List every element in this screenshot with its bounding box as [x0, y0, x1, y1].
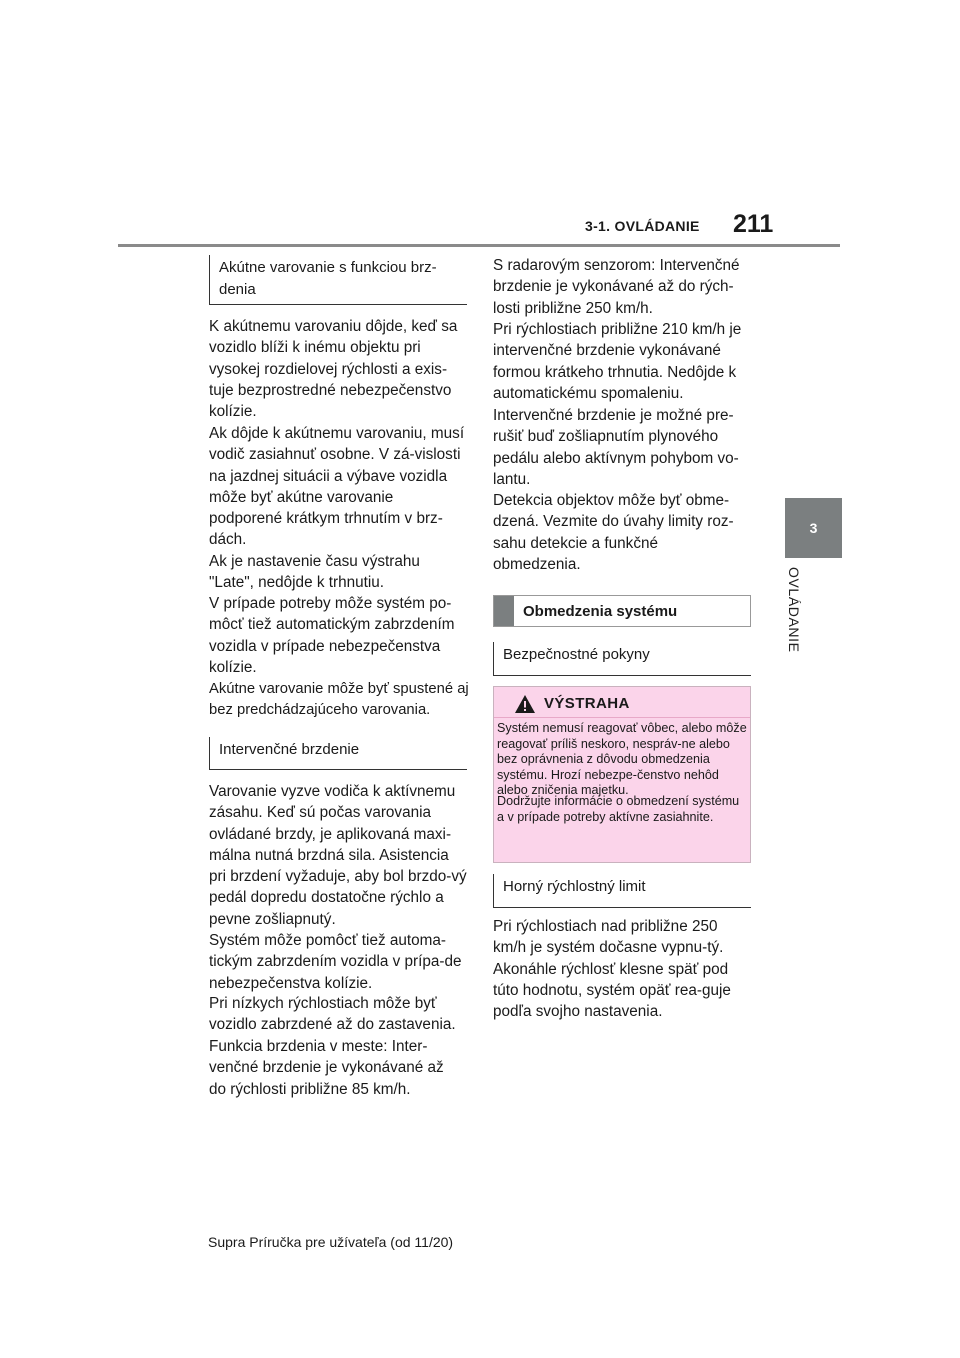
chapter-number: 3 [809, 520, 818, 536]
warning-header [494, 693, 750, 715]
warning-divider [494, 717, 750, 718]
subheading-text: Bezpečnostné pokyny [503, 646, 650, 663]
paragraph: Ak je nastavenie času výstrahu "Late", nedôjde k trhnutiu. [209, 553, 420, 592]
subheading-safety-notes [493, 642, 751, 676]
section-title-bar [493, 595, 751, 627]
paragraph: Detekcia objektov môže byť obme-dzená. Vezmite do úvahy limity roz-sahu detekcie a funkčné obmedzenia. [493, 492, 734, 573]
subheading-text: Intervenčné brzdenie [219, 741, 360, 758]
section-marker [494, 596, 514, 626]
paragraph: Ak dôjde k akútnemu varovaniu, musí vodič zasiahnuť osobne. V zá-vislosti na jazdnej situácii a výbave vozidla môže byť akútne varovanie podporené krátkym trhnutím v brz-dách. [209, 425, 465, 549]
subheading-acute-warning [209, 255, 467, 305]
warning-title: VÝSTRAHA [544, 695, 630, 712]
paragraph: Systém môže pomôcť tiež automa-tickým zabrzdením vozidla v prípa-de nebezpečenstva kolízie. [209, 932, 462, 992]
warning-triangle-icon [514, 694, 536, 714]
section-title: Obmedzenia systému [523, 602, 678, 620]
paragraph: Pri rýchlostiach nad približne 250 km/h je systém dočasne vypnu-tý. Akonáhle rýchlosť klesne späť pod túto hodnotu, systém opäť rea-guje podľa svojho nastavenia. [493, 918, 731, 1021]
subheading-text: Akútne varovanie s funkciou brz-denia [219, 259, 437, 298]
paragraph: Funkcia brzdenia v meste: Inter-venčné brzdenie je vykonávané až do rýchlosti približne 85 km/h. [209, 1038, 444, 1098]
paragraph: Pri rýchlostiach približne 210 km/h je intervenčné brzdenie vykonávané formou krátkeho trhnutia. Nedôjde k automatickému spomaleniu. [493, 321, 742, 402]
warning-box [493, 686, 751, 863]
subheading-text: Horný rýchlostný limit [503, 878, 646, 895]
subheading-upper-speed-limit [493, 874, 751, 908]
section-header: 3-1. OVLÁDANIE [585, 218, 700, 234]
chapter-label: OVLÁDANIE [786, 567, 802, 653]
paragraph: S radarovým senzorom: Intervenčné brzdenie je vykonávané až do rých-losti približne 250 km/h. [493, 257, 740, 317]
subheading-intervention-braking [209, 737, 467, 770]
paragraph: Varovanie vyzve vodiča k aktívnemu zásahu. Keď sú počas varovania ovládané brzdy, je aplikovaná maxi-málna nutná brzdná sila. Asistencia pri brzdení vyžaduje, aby bol brzdo-vý pedál dopredu dostatočne rýchlo a pevne zošliapnutý. [209, 783, 467, 928]
chapter-tab [785, 498, 842, 558]
warning-text: Systém nemusí reagovať vôbec, alebo môže reagovať príliš neskoro, nespráv-ne alebo bez oprávnenia z dôvodu obmedzenia systému. Hrozí nebezpe-čenstvo nehôd alebo zničenia majetku. [497, 721, 747, 797]
header-rule [118, 244, 840, 247]
paragraph: Akútne varovanie môže byť spustené aj bez predchádzajúceho varovania. [209, 681, 469, 719]
warning-text: Dodržujte informácie o obmedzení systému a v prípade potreby aktívne zasiahnite. [497, 794, 740, 824]
page-number: 211 [733, 210, 774, 238]
paragraph: Pri nízkych rýchlostiach môže byť vozidlo zabrzdené až do zastavenia. [209, 995, 456, 1034]
paragraph: Intervenčné brzdenie je možné pre-rušiť buď zošliapnutím plynového pedálu alebo aktívnym pohybom vo-lantu. [493, 407, 739, 488]
paragraph: V prípade potreby môže systém po-môcť tiež automatickým zabrzdením vozidla v prípade nebezpečenstva kolízie. [209, 595, 455, 676]
footer: Supra Príručka pre užívateľa (od 11/20) [208, 1234, 454, 1250]
paragraph: K akútnemu varovaniu dôjde, keď sa vozidlo blíži k inému objektu pri vysokej rozdielovej rýchlosti a exis-tuje bezprostredné nebezpečenstvo kolízie. [209, 318, 458, 421]
